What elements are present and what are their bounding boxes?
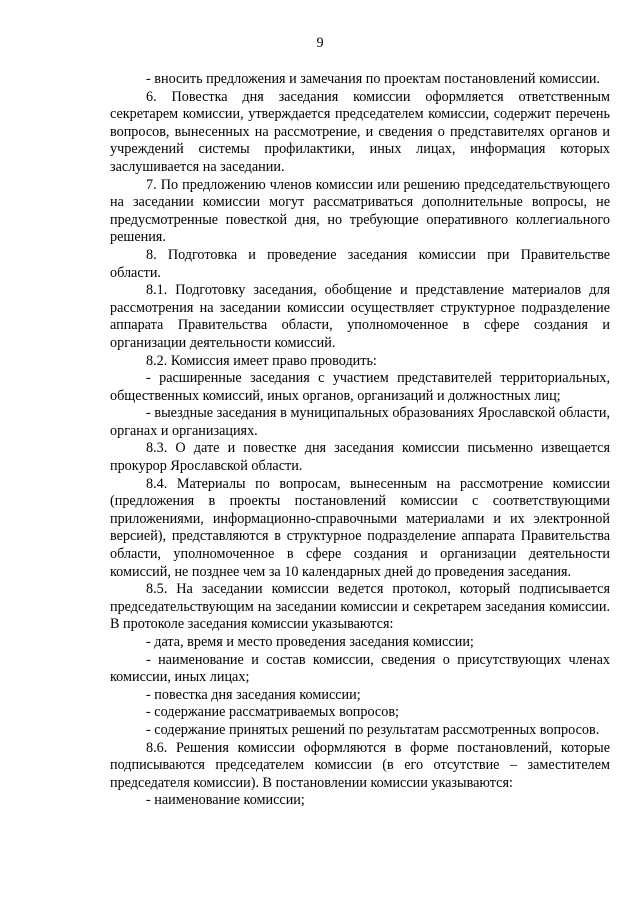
paragraph: - вносить предложения и замечания по проектам постановлений комиссии. xyxy=(146,71,600,87)
paragraph: - выездные заседания в муниципальных образованиях Ярославской области, органах и организациях. xyxy=(110,405,610,439)
paragraph: - дата, время и место проведения заседания комиссии; xyxy=(146,634,474,650)
paragraph: 8.5. На заседании комиссии ведется протокол, который подписывается председательствующим на заседании комиссии и секретарем заседания комиссии. В протоколе заседания комиссии указываются: xyxy=(110,581,610,633)
paragraph: - расширенные заседания с участием представителей территориальных, общественных комиссий, иных органов, организаций и должностных лиц; xyxy=(110,370,610,404)
paragraph: - повестка дня заседания комиссии; xyxy=(146,686,361,703)
paragraph: - наименование комиссии; xyxy=(146,792,305,809)
paragraph: 8.6. Решения комиссии оформляются в форме постановлений, которые подписываются председателем комиссии (в его отсутствие – заместителем председателя комиссии). В постановлении комиссии указываются: xyxy=(110,739,610,791)
paragraph: 8.3. О дате и повестке дня заседания комиссии письменно извещается прокурор Ярославской области. xyxy=(110,440,610,475)
paragraph: 8.2. Комиссия имеет право проводить: xyxy=(146,352,377,369)
document-body xyxy=(110,71,610,810)
paragraph: 6. Повестка дня заседания комиссии оформляется ответственным секретарем комиссии, утверждается председателем комиссии, содержит перечень вопросов, вынесенных на рассмотрение, и сведения о представителях органов и учреждений системы профилактики, иных лицах, информация которых заслушивается на заседании. xyxy=(110,88,610,175)
paragraph: - содержание рассматриваемых вопросов; xyxy=(146,704,399,721)
paragraph: - содержание принятых решений по результатам рассмотренных вопросов. xyxy=(146,721,600,738)
paragraph: - наименование и состав комиссии, сведения о присутствующих членах комиссии, иных лицах; xyxy=(110,651,610,686)
paragraph: 8.1. Подготовку заседания, обобщение и представление материалов для рассмотрения на заседании комиссии осуществляет структурное подразделение аппарата Правительства области, уполномоченное в сфере создания и организации деятельности комиссий. xyxy=(110,282,610,351)
page-number: 9 xyxy=(316,35,324,51)
paragraph: 7. По предложению членов комиссии или решению председательствующего на заседании комиссии могут рассматриваться дополнительные вопросы, не предусмотренные повесткой дня, но требующие оперативного коллегиального решения. xyxy=(110,176,610,246)
paragraph: 8.4. Материалы по вопросам, вынесенным на рассмотрение комиссии (предложения в проекты постановлений комиссии с соответствующими приложениями, информационно-справочными материалами и их электронной версией), представляются в структурное подразделение аппарата Правительства области, уполномоченное в сфере создания и организации деятельности комиссий, не позднее чем за 10 календарных дней до проведения заседания. xyxy=(110,475,610,580)
paragraph: 8. Подготовка и проведение заседания комиссии при Правительстве области. xyxy=(110,246,610,281)
